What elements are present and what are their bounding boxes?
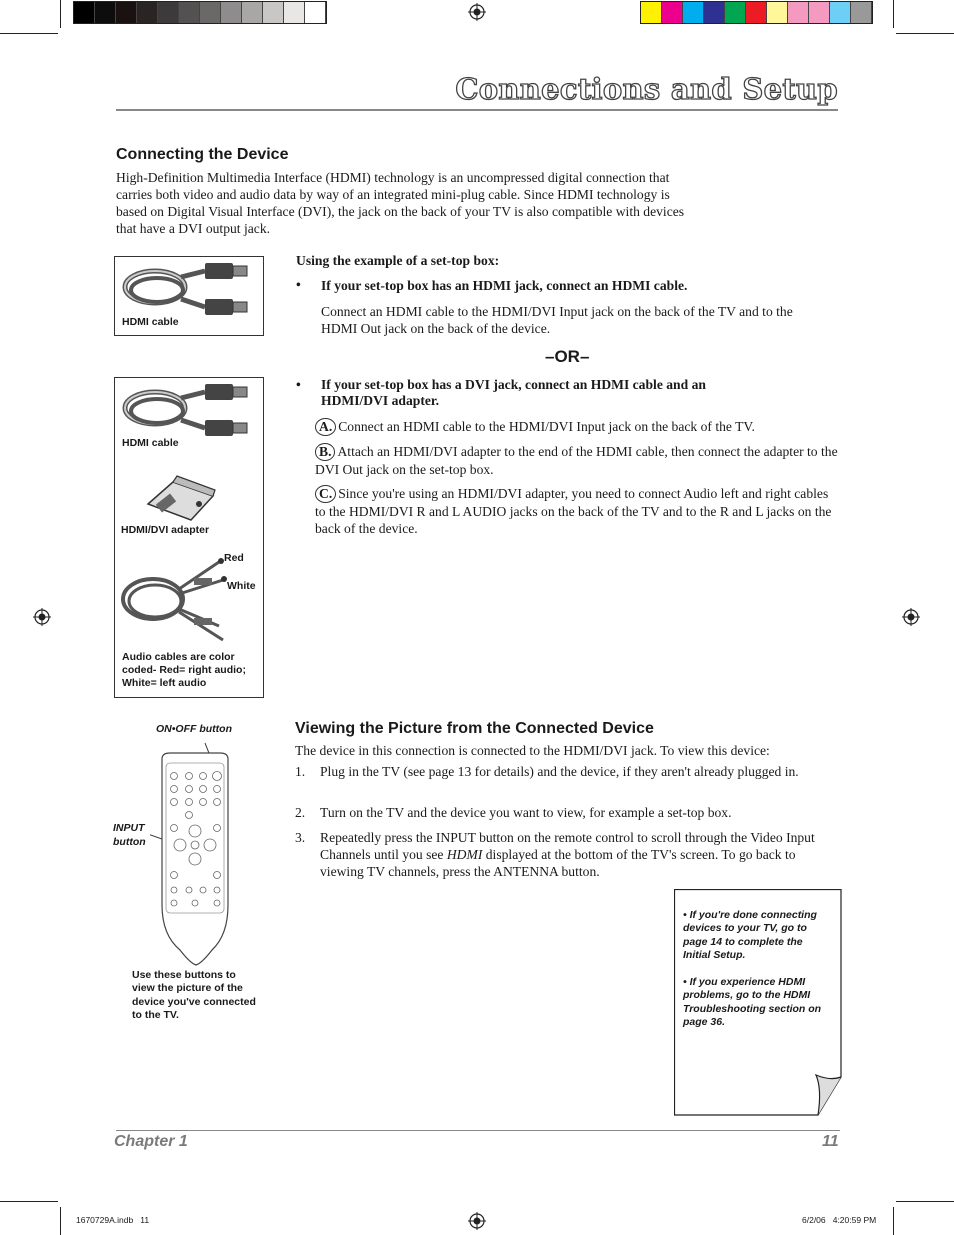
crop-mark — [893, 1207, 894, 1235]
step3-text-end: displayed at the bottom of the TV's screen. To go back to viewing TV channels, press the ANTENNA button. — [320, 847, 796, 879]
hdmi-cable-caption: HDMI cable — [122, 316, 179, 328]
example-heading: Using the example of a set-top box: — [296, 253, 500, 268]
hdmi-italic: HDMI — [446, 847, 483, 862]
step-a — [315, 418, 840, 436]
color-swatch — [242, 2, 263, 23]
color-swatch — [179, 2, 200, 23]
note-initial-setup: • If you're done connecting devices to your TV, go to page 14 to complete the Initial Setup. — [683, 909, 817, 961]
crop-mark — [896, 33, 954, 34]
white-label: White — [227, 580, 256, 592]
color-swatch — [137, 2, 158, 23]
or-separator: –OR– — [545, 347, 590, 366]
viewing-step-2: Turn on the TV and the device you want to view, for example a set-top box. — [320, 805, 732, 820]
input-button-label — [113, 821, 146, 849]
color-swatch — [746, 2, 767, 23]
print-slug-right: 6/2/06 4:20:59 PM — [802, 1215, 877, 1225]
onoff-button-label: ON•OFF button — [156, 723, 232, 735]
viewing-step-3 — [320, 829, 840, 880]
color-swatch — [767, 2, 788, 23]
crop-mark — [893, 0, 894, 28]
step-b-text: Attach an HDMI/DVI adapter to the end of the HDMI cable, then connect the adapter to the DVI Out jack on the set-top box. — [315, 444, 838, 477]
color-swatch — [830, 2, 851, 23]
color-swatch — [662, 2, 683, 23]
hdmi-cable-caption-2: HDMI cable — [122, 437, 179, 449]
header-rule — [116, 109, 838, 111]
bullet-icon: • — [296, 277, 301, 292]
bullet1-text: Connect an HDMI cable to the HDMI/DVI Input jack on the back of the TV and to the HDMI Out jack on the back of the device. — [321, 304, 793, 336]
step-number: 1. — [295, 764, 306, 779]
crop-mark — [60, 0, 61, 28]
audio-caption: Audio cables are color coded- Red= right audio; White= left audio — [122, 651, 246, 689]
viewing-intro: The device in this connection is connected to the HDMI/DVI jack. To view this device: — [295, 743, 770, 758]
input-label-line2: button — [113, 836, 146, 848]
intro-paragraph: High-Definition Multimedia Interface (HDMI) technology is an uncompressed digital connection that carries both video and audio data by way of an integrated mini-plug cable. Since HDMI technology is based on Digital Visual Interface (DVI), the jack on the back of your TV is also compatible with devices that have a DVI output jack. — [116, 170, 685, 236]
step-letter-badge: B. — [315, 443, 335, 461]
footer-chapter: Chapter 1 — [114, 1133, 188, 1150]
gray-swatch-strip — [73, 1, 327, 24]
dvi-connection-figure — [114, 377, 264, 698]
adapter-caption: HDMI/DVI adapter — [121, 524, 210, 536]
step-letter-badge: C. — [315, 485, 336, 503]
color-swatch-strip — [640, 1, 873, 24]
section-heading-viewing: Viewing the Picture from the Connected Device — [295, 720, 654, 737]
color-swatch — [284, 2, 305, 23]
print-slug-left: 1670729A.indb 11 — [76, 1215, 150, 1225]
crop-mark — [896, 1201, 954, 1202]
color-swatch — [158, 2, 179, 23]
registration-mark-icon — [468, 3, 486, 21]
step-c — [315, 485, 840, 537]
registration-mark-icon — [468, 1212, 486, 1230]
color-swatch — [809, 2, 830, 23]
bullet2-heading: If your set-top box has a DVI jack, connect an HDMI cable and an HDMI/DVI adapter. — [321, 377, 706, 408]
note-hdmi-troubleshooting: • If you experience HDMI problems, go to the HDMI Troubleshooting section on page 36. — [683, 976, 822, 1028]
crop-mark — [60, 1207, 61, 1235]
color-swatch — [704, 2, 725, 23]
remote-caption: Use these buttons to view the picture of the device you've connected to the TV. — [132, 969, 256, 1021]
step-number: 2. — [295, 805, 306, 820]
color-swatch — [851, 2, 872, 23]
step-letter-badge: A. — [315, 418, 336, 436]
color-swatch — [221, 2, 242, 23]
viewing-step-1: Plug in the TV (see page 13 for details) and the device, if they aren't already plugged in. — [320, 764, 799, 779]
color-swatch — [200, 2, 221, 23]
color-swatch — [305, 2, 326, 23]
bullet1-heading: If your set-top box has an HDMI jack, connect an HDMI cable. — [321, 278, 688, 293]
color-swatch — [725, 2, 746, 23]
crop-mark — [0, 1201, 58, 1202]
section-heading-connecting: Connecting the Device — [116, 146, 289, 163]
page-title: Connections and Setup — [455, 72, 838, 106]
color-swatch — [683, 2, 704, 23]
step3-text-start: Repeatedly press the INPUT button on the remote control to scroll through the Video Input Channels until you see — [320, 830, 815, 862]
bullet-icon: • — [296, 377, 301, 392]
hdmi-cable-figure — [114, 256, 264, 336]
footer-page-number: 11 — [822, 1133, 839, 1150]
color-swatch — [74, 2, 95, 23]
audio-cables-icon — [119, 554, 229, 644]
registration-mark-icon — [902, 608, 920, 626]
hdmi-dvi-adapter-icon — [143, 474, 223, 524]
color-swatch — [641, 2, 662, 23]
step-b — [315, 443, 840, 478]
registration-mark-icon — [33, 608, 51, 626]
input-label-line1: INPUT — [113, 822, 145, 834]
crop-mark — [0, 33, 58, 34]
step-number: 3. — [295, 830, 306, 845]
hdmi-cable-icon — [115, 378, 265, 698]
red-label: Red — [224, 552, 244, 564]
remote-control-icon — [150, 735, 240, 970]
color-swatch — [95, 2, 116, 23]
step-a-text: Connect an HDMI cable to the HDMI/DVI Input jack on the back of the TV. — [338, 419, 755, 434]
color-swatch — [116, 2, 137, 23]
footer-rule — [116, 1130, 840, 1131]
color-swatch — [263, 2, 284, 23]
color-swatch — [788, 2, 809, 23]
step-c-text: Since you're using an HDMI/DVI adapter, you need to connect Audio left and right cables to the HDMI/DVI R and L AUDIO jacks on the back of the TV and to the R and L jacks on the back of the device. — [315, 486, 832, 536]
